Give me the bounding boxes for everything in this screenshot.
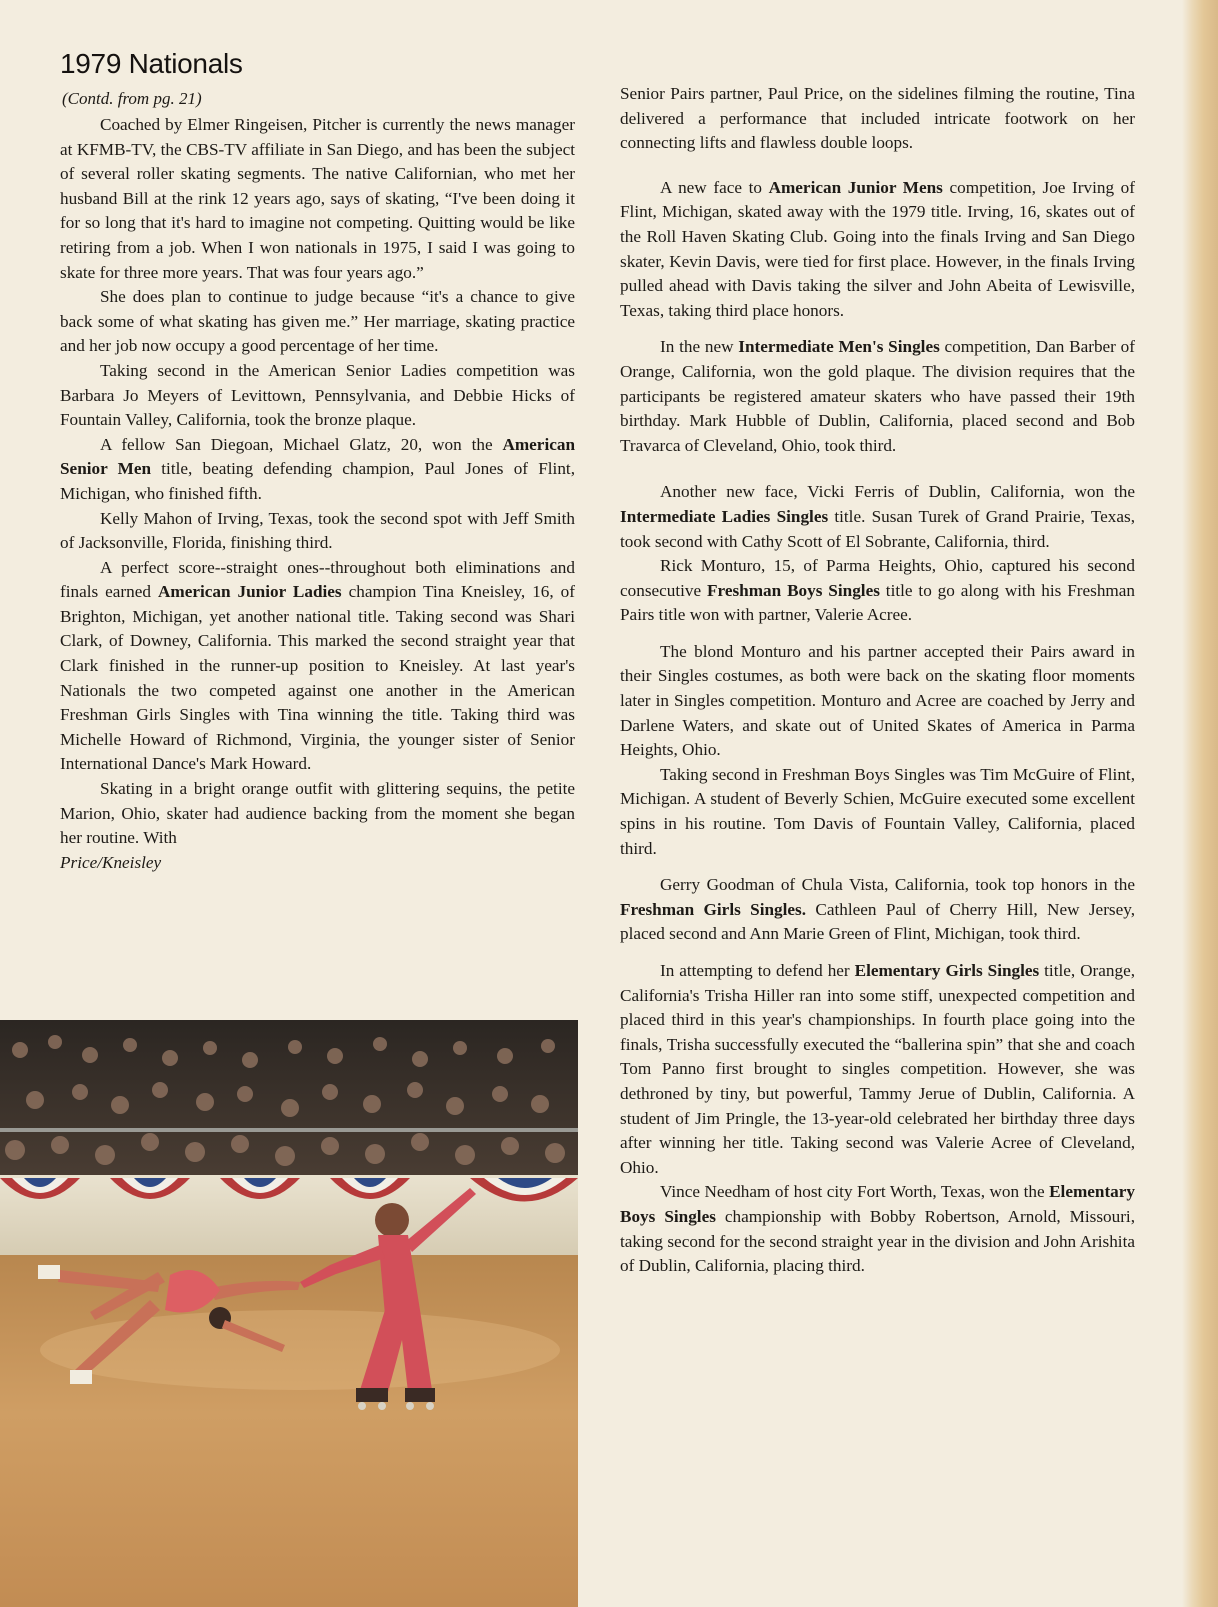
text-run: championship with Bobby Robertson, Arnold, Missouri, taking second for the second straight year in the division and John Arishita of Dublin, California, placing third. [620,1206,1136,1276]
text-run: In attempting to defend her [660,961,855,980]
paragraph [620,335,1135,458]
paragraph: Senior Pairs partner, Paul Price, on the sidelines filming the routine, Tina delivered a performance that included intricate footwork on her connecting lifts and flawless double loops. [620,84,1135,153]
paragraph [620,1180,1135,1278]
article-title: 1979 Nationals [60,48,243,79]
text-run: Cathleen Paul of Cherry Hill, New Jersey, placed second and Ann Marie Green of Flint, Michigan, took third. [620,899,1136,944]
paragraph: Kelly Mahon of Irving, Texas, took the second spot with Jeff Smith of Jacksonville, Florida, finishing third. [60,508,575,553]
paragraph: The blond Monturo and his partner accepted their Pairs award in their Singles costumes, as both were back on the skating floor moments later in Singles competition. Monturo and Acree are coached by Jerry and Darlene Waters, and skate out of United Skates of America in Parma Heights, Ohio. [620,641,1135,760]
continuation-note: (Contd. from pg. 21) [62,89,202,108]
rink-railing [0,1128,578,1132]
division-name: American Junior Ladies [157,582,342,602]
division-name: American Junior Mens [768,177,943,197]
text-run: competition, Joe Irving of Flint, Michigan, skated away with the 1979 title. Irving, 16, skates out of the Roll Haven Skating Club. Going into the finals Irving and San Diego skater, Kevin Davis, were tied for first place. However, in the finals Irving pulled ahead with Davis taking the silver and John Abeita of Lewisville, Texas, taking third place honors. [620,177,1135,320]
paragraph [60,433,575,507]
division-name: Elementary Girls Singles [854,961,1040,980]
text-run: title, Orange, California's Trisha Hiller ran into some stiff, unexpected competition and placed third in this year's championships. In fourth place going into the finals, Trisha successfully executed the “ballerina spin” that she and coach Tom Panno first brought to singles competition. However, she was dethroned by tiny, but powerful, Tammy Jerue of Dublin, California. A student of Jim Pringle, the 13-year-old celebrated her birthday three days after winning her title. Taking second was Valerie Acree of Cleveland, Ohio. [620,961,1136,1177]
right-column [620,82,1135,1279]
paragraph: She does plan to continue to judge because “it's a chance to give back some of what skating has given me.” Her marriage, skating practice and her job now occupy a good percentage of her time. [60,287,575,356]
paragraph: Skating in a bright orange outfit with glittering sequins, the petite Marion, Ohio, skater had audience backing from the moment she began her routine. With [60,779,575,848]
paragraph [620,873,1135,947]
text-run: title, beating defending champion, Paul Jones of Flint, Michigan, who finished fifth. [60,459,575,503]
paragraph [620,480,1135,554]
pairs-skating-photo [0,1020,578,1607]
text-run: Rick Monturo, 15, of Parma Heights, Ohio, captured his second consecutive [620,556,1135,600]
photo-illustration [0,1020,578,1607]
paragraph [620,176,1135,324]
division-name: American Senior Men [60,434,575,479]
text-run: champion Tina Kneisley, 16, of Brighton, Michigan, yet another national title. Taking second was Shari Clark, of Downey, California. This marked the second straight year that Clark finished in the runner-up position to Kneisley. At last year's Nationals the two competed against one another in the American Freshman Girls Singles with Tina winning the title. Taking third was Michelle Howard of Richmond, Virginia, the younger sister of Senior International Dance's Mark Howard. [60,582,576,774]
text-run: title. Susan Turek of Grand Prairie, Texas, took second with Cathy Scott of El Sobrante, California, third. [620,506,1135,551]
text-run: A fellow San Diegoan, Michael Glatz, 20, won the [100,434,503,454]
text-run: A new face to [660,177,769,197]
floor-reflection [40,1310,560,1390]
text-run: Another new face, Vicki Ferris of Dublin, California, won the [660,482,1135,502]
photo-caption: Price/Kneisley [60,852,162,872]
paragraph: Taking second in Freshman Boys Singles was Tim McGuire of Flint, Michigan. A student of Beverly Schien, McGuire executed some excellent spins in his routine. Tom Davis of Fountain Valley, California, placed third. [620,764,1135,858]
text-run: In the new [660,337,739,357]
skating-floor [0,1255,578,1607]
division-name: Freshman Girls Singles. [620,899,807,919]
paragraph: Coached by Elmer Ringeisen, Pitcher is currently the news manager at KFMB-TV, the CBS-TV affiliate in San Diego, and has been the subject of several roller skating segments. The native Californian, who met her husband Bill at the rink 12 years ago, says of skating, “I've been doing it for so long that it's hard to imagine not competing. Quitting would be like retiring from a job. When I won nationals in 1975, I said I was going to skate for three more years. That was four years ago.” [60,115,575,282]
division-name: Intermediate Men's Singles [738,337,940,357]
division-name: Elementary Boys Singles [620,1182,1135,1226]
page-binding-edge [1182,0,1218,1607]
text-run: competition, Dan Barber of Orange, California, won the gold plaque. The division requires that the participants be registered amateur skaters who have passed their 19th birthday. Mark Hubble of Dublin, California, placed second and Bob Travarca of Cleveland, Ohio, took third. [620,337,1135,455]
text-run: A perfect score--straight ones--throughout both eliminations and finals earned [60,557,575,602]
left-column [60,113,575,875]
text-run: Vince Needham of host city Fort Worth, Texas, won the [660,1182,1050,1202]
text-run: Gerry Goodman of Chula Vista, California, took top honors in the [660,875,1135,895]
division-name: Freshman Boys Singles [707,580,880,600]
paragraph [620,554,1135,628]
text-run: title to go along with his Freshman Pairs title won with partner, Valerie Acree. [620,580,1135,625]
paragraph: Taking second in the American Senior Ladies competition was Barbara Jo Meyers of Levittown, Pennsylvania, and Debbie Hicks of Fountain Valley, California, took the bronze plaque. [60,360,575,430]
paragraph [620,959,1135,1180]
paragraph [60,556,575,777]
division-name: Intermediate Ladies Singles [620,506,829,526]
